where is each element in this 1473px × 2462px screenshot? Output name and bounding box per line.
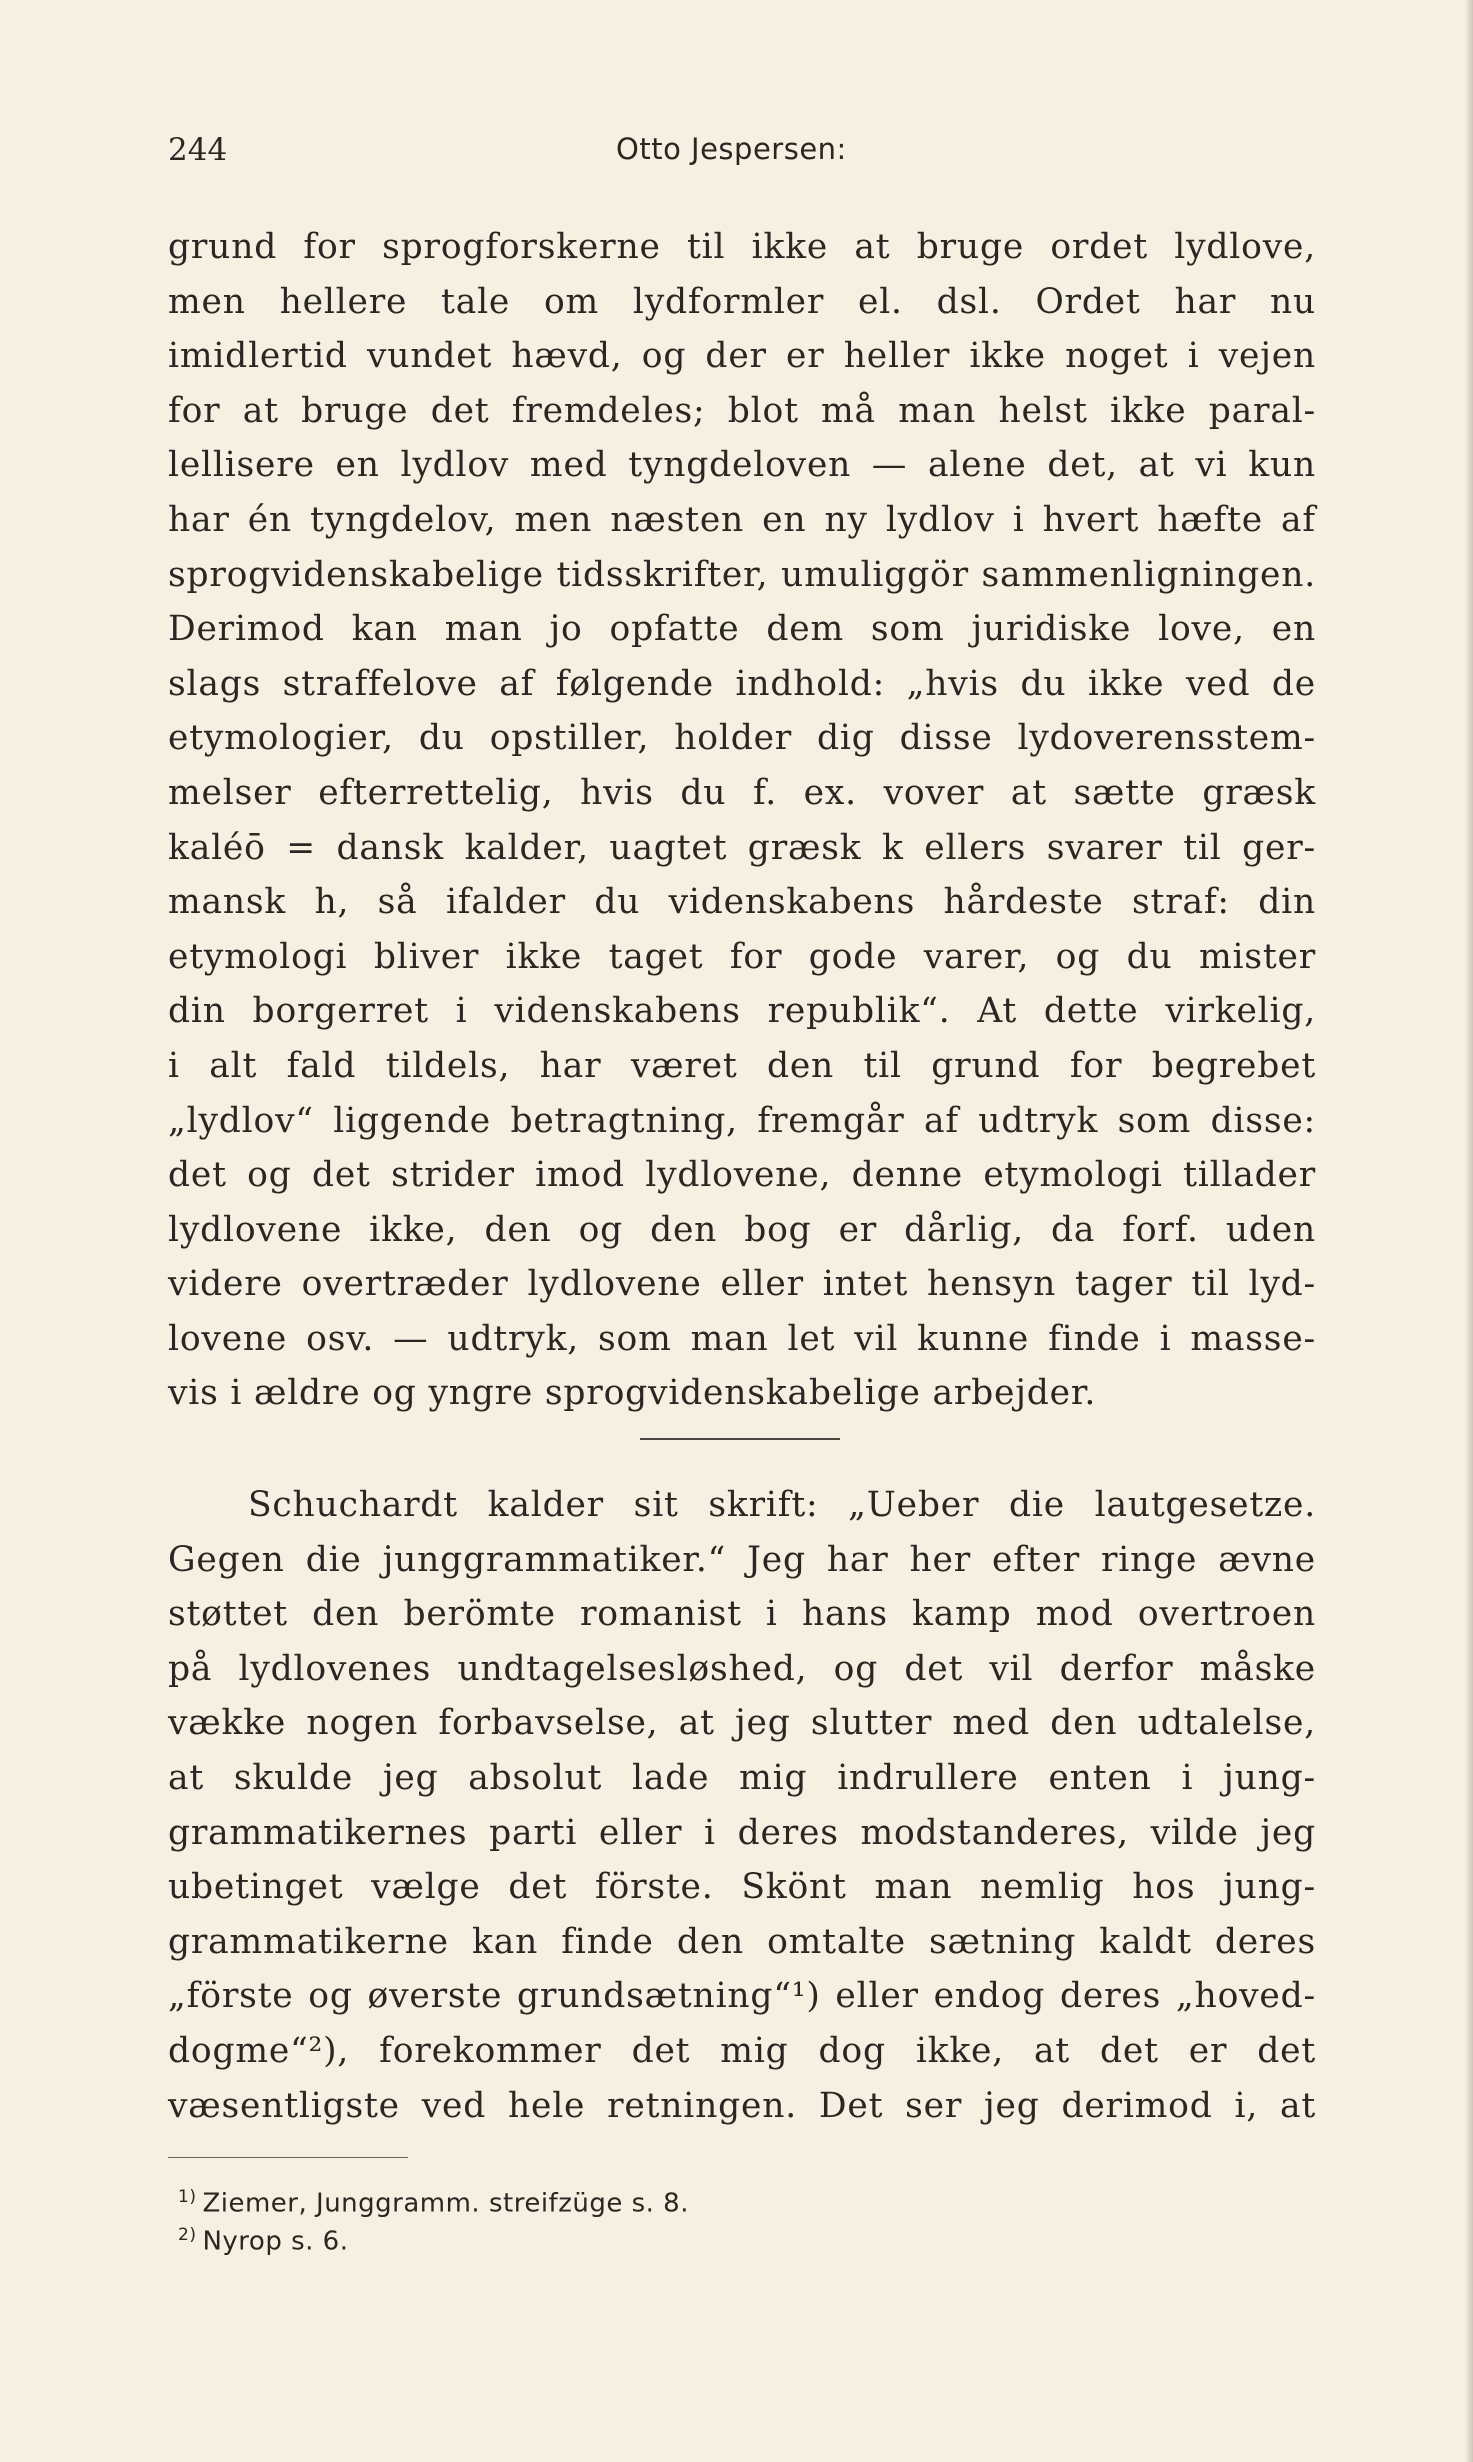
text-line: i alt fald tildels, har været den til grund for begrebet [168,1045,1316,1086]
text-line: dogme“²), forekommer det mig dog ikke, at det er det [168,2030,1316,2071]
text-line: „lydlov“ liggende betragtning, fremgår af udtryk som disse: [168,1100,1316,1141]
text-line: lellisere en lydlov med tyngdeloven — alene det, at vi kun [168,445,1316,486]
text-line: grammatikernes parti eller i deres modstanderes, vilde jeg [168,1812,1316,1853]
text-line: at skulde jeg absolut lade mig indrullere enten i jung- [168,1757,1316,1798]
text-line: kaléō = dansk kalder, uagtet græsk k ellers svarer til ger- [168,827,1316,868]
text-line: etymologier, du opstiller, holder dig disse lydoverensstem- [168,718,1316,759]
text-line: vis i ældre og yngre sprogvidenskabelige arbejder. [168,1373,1097,1414]
text-line: har én tyngdelov, men næsten en ny lydlov i hvert hæfte af [168,499,1316,540]
text-line: for at bruge det fremdeles; blot må man helst ikke paral- [168,390,1316,431]
footnote-text: Ziemer, Junggramm. streifzüge s. 8. [202,2188,689,2219]
text-line: melser efterrettelig, hvis du f. ex. vover at sætte græsk [168,772,1316,813]
footnote-divider [168,2157,408,2158]
text-line: imidlertid vundet hævd, og der er heller ikke noget i vejen [168,336,1316,377]
text-line: videre overtræder lydlovene eller intet hensyn tager til lyd- [168,1264,1316,1305]
running-title: Otto Jespersen: [616,132,847,166]
text-line: slags straffelove af følgende indhold: „hvis du ikke ved de [168,663,1316,704]
text-line: Gegen die junggrammatiker.“ Jeg har her efter ringe ævne [168,1539,1316,1580]
text-line: støttet den berömte romanist i hans kamp mod overtroen [168,1594,1316,1635]
footnote-marker: 1) [178,2187,197,2207]
text-line: lydlovene ikke, den og den bog er dårlig, da forf. uden [168,1209,1316,1250]
footnote-text: Nyrop s. 6. [202,2226,349,2257]
paragraph-2 [168,1478,1316,2133]
text-line: Schuchardt kalder sit skrift: „Ueber die lautgesetze. [248,1485,1316,1525]
footnote [178,2216,1078,2257]
page-number: 244 [168,132,228,168]
running-head [168,132,1318,182]
section-divider [640,1438,840,1440]
paragraph-1 [168,220,1316,1421]
text-line: mansk h, så ifalder du videnskabens hårdeste straf: din [168,882,1316,923]
text-line: sprogvidenskabelige tidsskrifter, umuliggör sammenligningen. [168,554,1316,595]
text-line: ubetinget vælge det förste. Skönt man nemlig hos jung- [168,1867,1316,1908]
footnote [178,2178,1078,2219]
text-line: din borgerret i videnskabens republik“. At dette virkelig, [168,991,1316,1032]
text-line: „förste og øverste grundsætning“¹) eller endog deres „hoved- [168,1976,1316,2017]
text-line: lovene osv. — udtryk, som man let vil kunne finde i masse- [168,1318,1316,1359]
text-line: på lydlovenes undtagelsesløshed, og det vil derfor måske [168,1648,1316,1689]
text-line: men hellere tale om lydformler el. dsl. Ordet har nu [168,281,1316,322]
footnotes [178,2178,1078,2257]
page-edge-shadow [1465,0,1473,2462]
text-line: vække nogen forbavselse, at jeg slutter med den udtalelse, [168,1703,1316,1744]
text-line: grammatikerne kan finde den omtalte sætning kaldt deres [168,1921,1316,1962]
text-line: etymologi bliver ikke taget for gode varer, og du mister [168,936,1316,977]
text-line: det og det strider imod lydlovene, denne etymologi tillader [168,1155,1316,1196]
footnote-marker: 2) [178,2225,197,2245]
text-line: væsentligste ved hele retningen. Det ser jeg derimod i, at [168,2085,1316,2126]
text-line: Derimod kan man jo opfatte dem som juridiske love, en [168,609,1316,650]
text-line: grund for sprogforskerne til ikke at bruge ordet lydlove, [168,227,1316,267]
